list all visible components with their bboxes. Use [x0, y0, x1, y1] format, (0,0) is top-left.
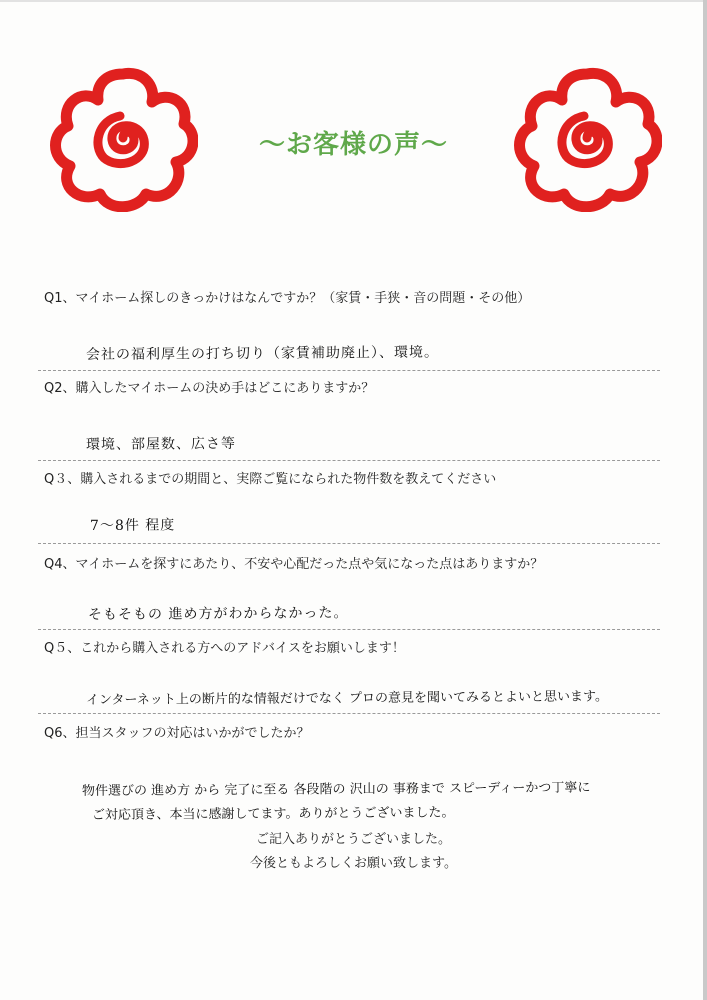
answer-divider	[38, 713, 660, 714]
answer-5: インターネット上の断片的な情報だけでなく プロの意見を聞いてみるとよいと思います。	[85, 689, 608, 708]
question-5: Q５、これから購入される方へのアドバイスをお願いします！	[44, 641, 405, 656]
answer-3: 7～8件 程度	[89, 517, 176, 534]
answer-divider	[38, 629, 660, 630]
answer-6-line-1: 物件選びの 進め方 から 完了に至る 各段階の 沢山の 事務まで スピーディーかつ丁寧に	[81, 780, 591, 799]
question-4: Q4、マイホームを探すにあたり、不安や心配だった点や気になった点はありますか？	[44, 557, 544, 572]
closing-thanks: ご記入ありがとうございました。	[255, 832, 451, 847]
answer-2: 環境、部屋数、広さ等	[85, 435, 237, 453]
question-6: Q6、担当スタッフの対応はいかがでしたか？	[44, 726, 310, 741]
answer-4: そもそもの 進め方がわからなかった。	[87, 605, 349, 623]
answer-divider	[38, 543, 660, 544]
answer-1: 会社の福利厚生の打ち切り（家賃補助廃止）、環境。	[85, 344, 440, 363]
question-2: Q2、購入したマイホームの決め手はどこにありますか？	[44, 381, 375, 396]
scan-edge-top	[0, 0, 707, 2]
answer-divider	[38, 460, 660, 461]
question-1: Q1、マイホーム探しのきっかけはなんですか？（家賃・手狭・音の問題・その他）	[44, 291, 531, 306]
answer-divider	[38, 370, 660, 371]
question-3: Q３、購入されるまでの期間と、実際ご覧になられた物件数を教えてください	[44, 472, 497, 487]
answer-6-line-2: ご対応頂き、本当に感謝してます。ありがとうございました。	[91, 805, 455, 823]
closing-regards: 今後ともよろしくお願い致します。	[250, 856, 457, 871]
page-title: ～お客様の声～	[258, 130, 448, 160]
